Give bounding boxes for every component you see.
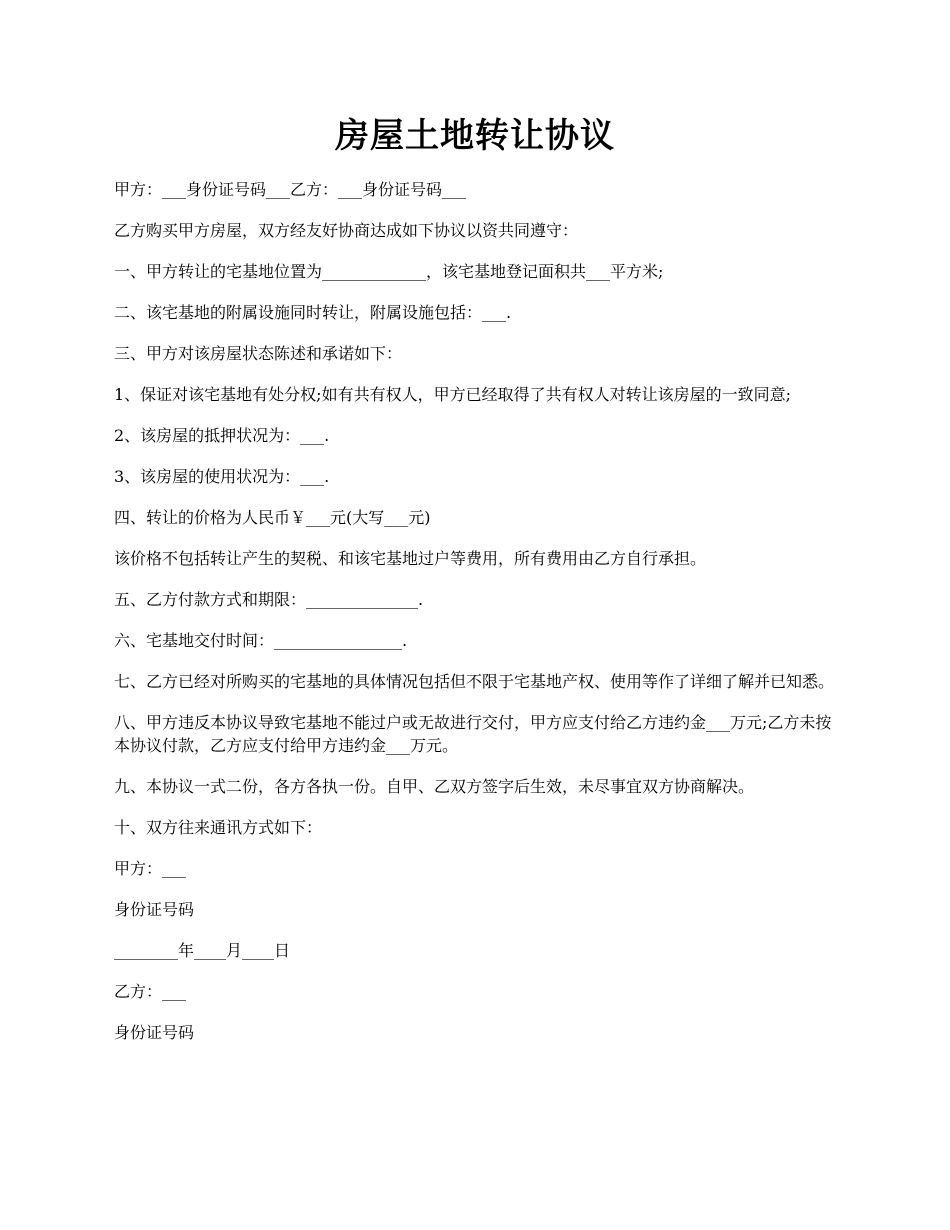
clause-5: 五、乙方付款方式和期限：______________. (114, 590, 424, 609)
preamble: 乙方购买甲方房屋，双方经友好协商达成如下协议以资共同遵守： (114, 221, 579, 240)
clause-7: 七、乙方已经对所购买的宅基地的具体情况包括但不限于宅基地产权、使用等作了详细了解并已知悉。 (114, 672, 835, 691)
clause-2: 二、该宅基地的附属设施同时转让，附属设施包括：___. (114, 303, 512, 322)
signing-date: ________年____月____日 (114, 941, 291, 960)
clause-3-item-2: 2、该房屋的抵押状况为：___. (114, 426, 330, 445)
party-line: 甲方：___身份证号码___乙方：___身份证号码___ (114, 180, 467, 199)
clause-3: 三、甲方对该房屋状态陈述和承诺如下： (114, 344, 403, 363)
clause-3-item-1: 1、保证对该宅基地有处分权;如有共有权人，甲方已经取得了共有权人对转让该房屋的一致同意; (114, 385, 791, 404)
clause-4-note: 该价格不包括转让产生的契税、和该宅基地过户等费用，所有费用由乙方自行承担。 (114, 549, 707, 568)
clause-9: 九、本协议一式二份，各方各执一份。自甲、乙双方签字后生效，未尽事宜双方协商解决。 (114, 777, 755, 796)
clause-10: 十、双方往来通讯方式如下： (114, 818, 323, 837)
clause-6: 六、宅基地交付时间：________________. (114, 631, 408, 650)
clause-3-item-3: 3、该房屋的使用状况为：___. (114, 467, 330, 486)
party-b-id: 身份证号码 (114, 1023, 195, 1042)
clause-8: 八、甲方违反本协议导致宅基地不能过户或无故进行交付，甲方应支付给乙方违约金___万元;乙方未按本协议付款，乙方应支付给甲方违约金___万元。 (114, 713, 832, 755)
clause-1: 一、甲方转让的宅基地位置为_____________，该宅基地登记面积共___平方米; (114, 262, 664, 281)
party-a-signature: 甲方：___ (114, 859, 187, 878)
clause-4: 四、转让的价格为人民币￥___元(大写___元) (114, 508, 431, 527)
document-title: 房屋土地转让协议 (335, 116, 615, 156)
party-b-signature: 乙方：___ (114, 982, 187, 1001)
party-a-id: 身份证号码 (114, 900, 195, 919)
document-body (114, 178, 844, 1062)
